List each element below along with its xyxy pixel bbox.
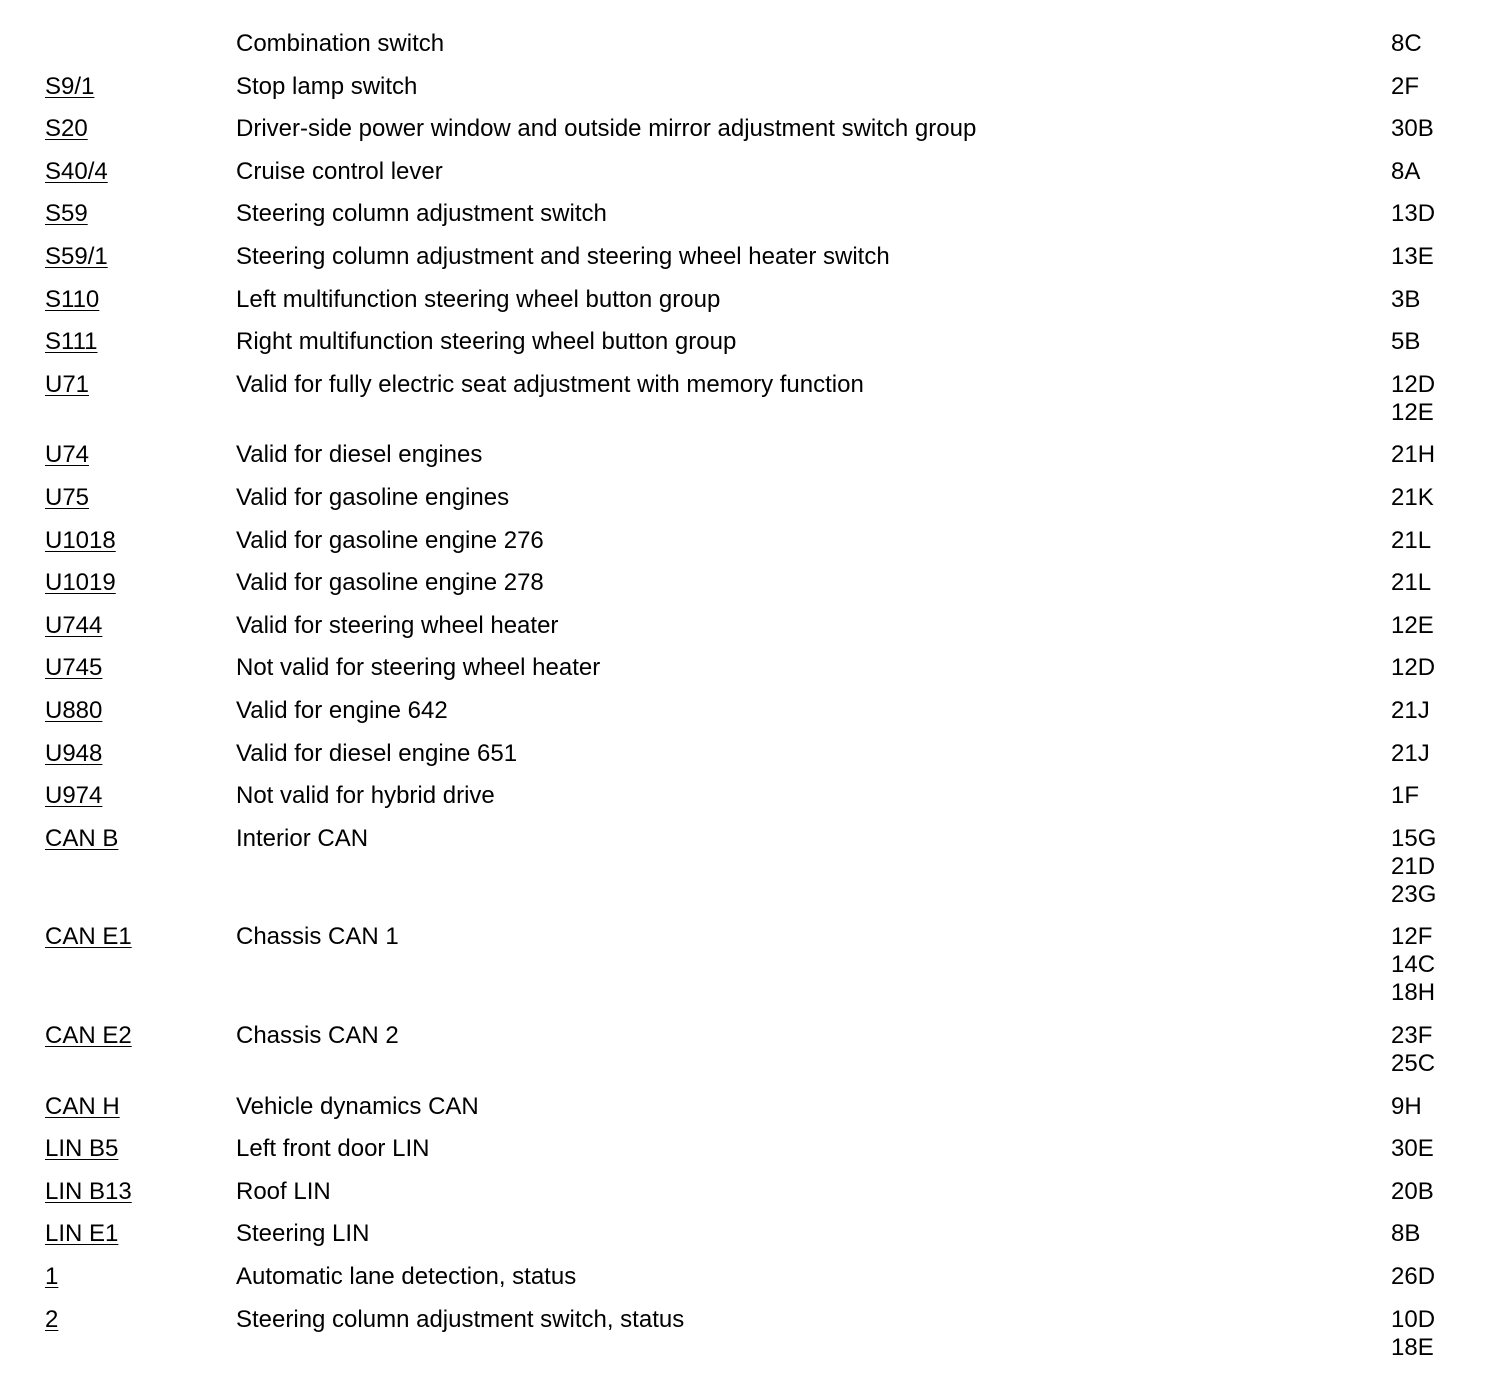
legend-refs <box>1391 286 1491 314</box>
legend-code-cell <box>45 328 98 356</box>
legend-code-cell <box>45 371 89 399</box>
legend-code-cell <box>45 1135 118 1163</box>
legend-ref: 25C <box>1391 1050 1436 1077</box>
legend-ref: 15G <box>1391 824 1437 852</box>
legend-code-cell <box>45 1263 58 1291</box>
legend-ref: 12E <box>1391 398 1434 426</box>
legend-ref: 5B <box>1391 328 1421 356</box>
legend-refs <box>1391 328 1491 356</box>
legend-code-link[interactable]: U880 <box>45 697 103 724</box>
legend-description: Chassis CAN 1 <box>236 923 399 951</box>
legend-code-cell <box>45 1306 58 1334</box>
legend-description: Valid for gasoline engine 276 <box>236 526 544 554</box>
legend-ref: 12D <box>1391 654 1436 682</box>
legend-refs <box>1391 30 1491 58</box>
legend-code-link[interactable]: 1 <box>45 1263 59 1290</box>
legend-code-link[interactable]: LIN B13 <box>45 1177 132 1205</box>
legend-code-cell <box>45 243 108 271</box>
legend-ref: 18H <box>1391 979 1436 1007</box>
legend-ref: 8C <box>1391 30 1422 57</box>
legend-description: Right multifunction steering wheel button group <box>236 328 737 356</box>
legend-ref: 10D <box>1391 1305 1436 1333</box>
legend-ref: 18E <box>1391 1333 1434 1361</box>
legend-code-link[interactable]: CAN B <box>45 824 119 852</box>
legend-refs <box>1391 923 1491 1007</box>
legend-ref: 23G <box>1391 880 1437 908</box>
legend-code-link[interactable]: U745 <box>45 654 103 682</box>
legend-refs <box>1391 654 1491 682</box>
legend-code-link[interactable]: U1019 <box>45 569 116 597</box>
legend-ref: 23F <box>1391 1022 1433 1049</box>
legend-code-cell <box>45 527 116 555</box>
legend-code-cell <box>45 1220 118 1248</box>
legend-code-cell <box>45 654 102 682</box>
legend-ref: 21L <box>1391 526 1432 554</box>
legend-description: Automatic lane detection, status <box>236 1263 577 1290</box>
legend-code-link[interactable]: S9/1 <box>45 72 95 100</box>
legend-refs <box>1391 569 1491 597</box>
legend-description: Valid for fully electric seat adjustment with memory function <box>236 370 864 398</box>
legend-ref: 21K <box>1391 484 1434 511</box>
legend-code-link[interactable]: U75 <box>45 484 90 511</box>
legend-refs <box>1391 1306 1491 1362</box>
legend-description: Valid for gasoline engine 278 <box>236 569 544 597</box>
legend-refs <box>1391 200 1491 228</box>
legend-description: Steering column adjustment and steering wheel heater switch <box>236 243 890 270</box>
legend-description: Valid for diesel engine 651 <box>236 739 518 767</box>
legend-refs <box>1391 1263 1491 1291</box>
legend-code-link[interactable]: LIN B5 <box>45 1135 119 1163</box>
legend-description: Vehicle dynamics CAN <box>236 1092 479 1120</box>
legend-code-cell <box>45 569 116 597</box>
legend-code-cell <box>45 825 118 853</box>
legend-code-link[interactable]: U74 <box>45 441 90 469</box>
legend-description: Steering column adjustment switch, status <box>236 1305 685 1333</box>
legend-code-link[interactable]: U948 <box>45 739 103 767</box>
legend-code-cell <box>45 612 102 640</box>
legend-description: Steering LIN <box>236 1220 370 1248</box>
legend-code-link[interactable]: S111 <box>45 328 98 356</box>
legend-description: Not valid for hybrid drive <box>236 782 495 810</box>
legend-code-cell <box>45 1022 132 1050</box>
legend-ref: 30E <box>1391 1135 1434 1163</box>
legend-ref: 21L <box>1391 569 1432 597</box>
legend-code-cell <box>45 158 108 186</box>
legend-description: Combination switch <box>236 30 445 57</box>
legend-refs <box>1391 782 1491 810</box>
legend-description: Interior CAN <box>236 824 369 852</box>
legend-refs <box>1391 1220 1491 1248</box>
legend-code-cell <box>45 484 89 512</box>
legend-refs <box>1391 371 1491 427</box>
legend-description: Not valid for steering wheel heater <box>236 654 601 682</box>
legend-description: Left front door LIN <box>236 1135 430 1163</box>
legend-refs <box>1391 484 1491 512</box>
legend-refs <box>1391 527 1491 555</box>
legend-description: Left multifunction steering wheel button group <box>236 285 721 313</box>
legend-ref: 3B <box>1391 285 1421 313</box>
legend-code-link[interactable]: U71 <box>45 370 90 398</box>
legend-refs <box>1391 243 1491 271</box>
legend-description: Valid for engine 642 <box>236 697 448 724</box>
legend-description: Valid for steering wheel heater <box>236 611 559 639</box>
legend-code-cell <box>45 286 99 314</box>
legend-code-link[interactable]: S59/1 <box>45 243 108 270</box>
legend-ref: 9H <box>1391 1092 1422 1120</box>
legend-description: Cruise control lever <box>236 157 443 185</box>
legend-code-cell <box>45 1178 132 1206</box>
legend-refs <box>1391 115 1491 143</box>
legend-refs <box>1391 1093 1491 1121</box>
legend-ref: 14C <box>1391 951 1436 979</box>
legend-code-link[interactable]: LIN E1 <box>45 1220 119 1248</box>
legend-ref: 1F <box>1391 782 1420 810</box>
legend-code-link[interactable]: U1018 <box>45 526 116 554</box>
legend-ref: 26D <box>1391 1263 1436 1290</box>
legend-description: Stop lamp switch <box>236 72 418 100</box>
legend-refs <box>1391 825 1491 909</box>
legend-description: Roof LIN <box>236 1177 331 1205</box>
legend-ref: 13E <box>1391 243 1434 270</box>
legend-code-link[interactable]: U744 <box>45 611 103 639</box>
legend-ref: 8B <box>1391 1220 1421 1248</box>
legend-ref: 21D <box>1391 852 1436 880</box>
legend-ref: 12F <box>1391 923 1433 951</box>
legend-code-cell <box>45 923 132 951</box>
legend-refs <box>1391 612 1491 640</box>
legend-code-link[interactable]: S59 <box>45 200 88 228</box>
legend-description: Chassis CAN 2 <box>236 1022 399 1049</box>
legend-code-cell <box>45 782 102 810</box>
legend-refs <box>1391 441 1491 469</box>
legend-code-cell <box>45 115 88 143</box>
legend-code-cell <box>45 1093 120 1121</box>
legend-ref: 30B <box>1391 115 1434 143</box>
legend-code-link[interactable]: CAN E2 <box>45 1022 132 1049</box>
legend-code-link[interactable]: S110 <box>45 285 100 313</box>
legend-code-link[interactable]: CAN H <box>45 1092 120 1120</box>
legend-ref: 2F <box>1391 72 1420 100</box>
legend-refs <box>1391 73 1491 101</box>
legend-description: Valid for gasoline engines <box>236 484 510 511</box>
legend-code-link[interactable]: CAN E1 <box>45 923 132 951</box>
legend-refs <box>1391 1178 1491 1206</box>
legend-code-cell <box>45 200 88 228</box>
legend-refs <box>1391 158 1491 186</box>
legend-ref: 21J <box>1391 739 1430 767</box>
legend-ref: 12D <box>1391 370 1436 398</box>
legend-code-link[interactable]: U974 <box>45 782 103 810</box>
legend-ref: 8A <box>1391 157 1421 185</box>
legend-code-cell <box>45 697 102 725</box>
legend-refs <box>1391 697 1491 725</box>
legend-ref: 21H <box>1391 441 1436 469</box>
legend-refs <box>1391 1022 1491 1078</box>
legend-ref: 21J <box>1391 697 1430 724</box>
legend-description: Driver-side power window and outside mirror adjustment switch group <box>236 115 977 143</box>
legend-ref: 12E <box>1391 611 1434 639</box>
legend-code-link[interactable]: S40/4 <box>45 157 108 185</box>
legend-refs <box>1391 740 1491 768</box>
legend-ref: 13D <box>1391 200 1436 228</box>
legend-description: Steering column adjustment switch <box>236 200 607 228</box>
legend-code-cell <box>45 441 89 469</box>
legend-ref: 20B <box>1391 1177 1434 1205</box>
legend-code-cell <box>45 740 102 768</box>
legend-code-cell <box>45 73 94 101</box>
legend-code-link[interactable]: 2 <box>45 1305 59 1333</box>
legend-description: Valid for diesel engines <box>236 441 483 469</box>
legend-code-link[interactable]: S20 <box>45 115 88 143</box>
legend-refs <box>1391 1135 1491 1163</box>
